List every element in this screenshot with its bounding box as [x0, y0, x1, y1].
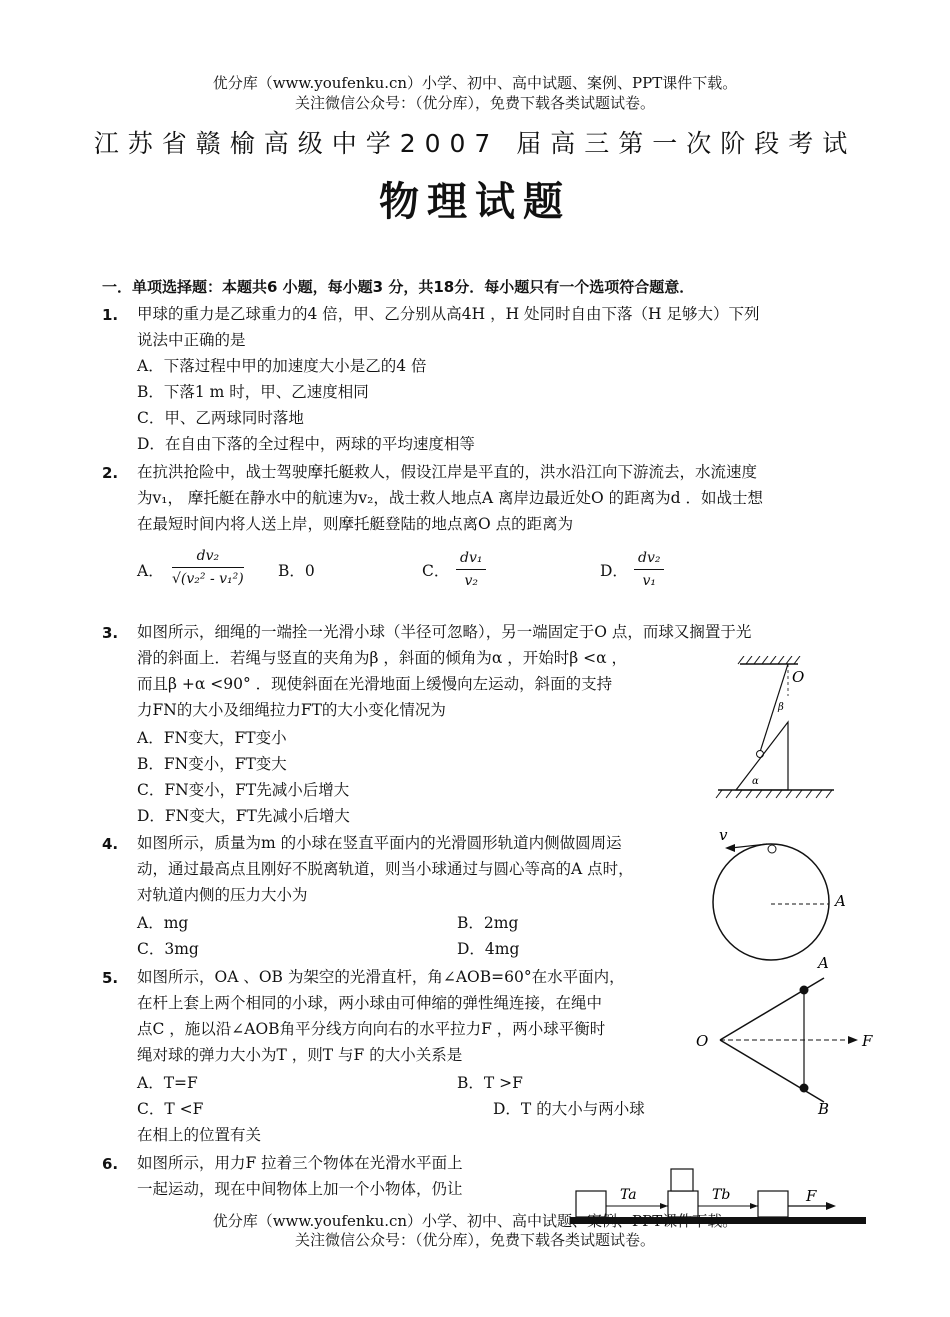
q3-line-4: 力FN的大小及细绳拉力FT的大小变化情况为: [137, 701, 446, 719]
q3-option-a: A．FN变大，FT变小: [137, 729, 287, 747]
fig4-label-a: A: [835, 892, 846, 910]
q2-option-c-fraction: [456, 550, 486, 589]
q3-line-1: 如图所示，细绳的一端拴一光滑小球（半径可忽略），另一端固定于O 点，而球又搁置于光: [137, 623, 752, 641]
q5-option-a: A．T=F: [137, 1074, 198, 1092]
q2-c-numerator: dv₁: [456, 550, 486, 570]
q2-c-denominator: v₂: [464, 573, 478, 589]
q2-number: 2.: [102, 464, 119, 482]
footer-line-2: 关注微信公众号：（优分库），免费下载各类试题试卷。: [294, 1231, 655, 1249]
q2-a-denominator: √(v₂² - v₁²): [172, 571, 244, 587]
q5-line-1: 如图所示，OA 、OB 为架空的光滑直杆，角∠AOB=60°在水平面内，: [137, 968, 625, 986]
q2-line-3: 在最短时间内将人送上岸，则摩托艇登陆的地点离O 点的距离为: [137, 515, 574, 533]
fig5-label-f: F: [862, 1032, 873, 1050]
fig3-label-o: O: [792, 668, 805, 686]
q1-line-2: 说法中正确的是: [137, 331, 246, 349]
q5-line-4: 绳对球的弹力大小为T ，则T 与F 的大小关系是: [137, 1046, 463, 1064]
q1-number: 1.: [102, 306, 119, 324]
q5-line-2: 在杆上套上两个相同的小球，两小球由可伸缩的弹性绳连接，在绳中: [137, 994, 603, 1012]
q2-option-a: A．: [137, 562, 164, 580]
fig5-label-b: B: [818, 1100, 830, 1118]
q6-line-1: 如图所示，用力F 拉着三个物体在光滑水平面上: [137, 1154, 463, 1172]
q2-a-numerator: dv₂: [172, 548, 244, 568]
fig3-label-beta: β: [778, 702, 784, 713]
q5-number: 5.: [102, 969, 119, 987]
q4-line-2: 动，通过最高点且刚好不脱离轨道，则当小球通过与圆心等高的A 点时，: [137, 860, 634, 878]
q3-option-c: C．FN变小，FT先减小后增大: [137, 781, 350, 799]
fig5-label-o: O: [696, 1032, 709, 1050]
fig3-label-alpha: α: [752, 776, 759, 787]
q1-line-1: 甲球的重力是乙球重力的4 倍，甲、乙分别从高4H ，H 处同时自由下落（H 足够大）下列: [137, 305, 760, 323]
q2-option-d-fraction: [634, 550, 664, 589]
q1-option-b: B．下落1 m 时，甲、乙速度相同: [137, 383, 369, 401]
q3-number: 3.: [102, 624, 119, 642]
q6-line-2: 一起运动，现在中间物体上加一个小物体，仍让: [137, 1180, 463, 1198]
q5-option-c: C．T <F: [137, 1100, 204, 1118]
q2-line-1: 在抗洪抢险中，战士驾驶摩托艇救人，假设江岸是平直的，洪水沿江向下游流去，水流速度: [137, 463, 758, 481]
header-line-2: 关注微信公众号：（优分库），免费下载各类试题试卷。: [294, 94, 655, 112]
fig4-label-v: v: [719, 826, 728, 844]
q2-d-numerator: dv₂: [634, 550, 664, 570]
q4-line-1: 如图所示，质量为m 的小球在竖直平面内的光滑圆形轨道内侧做圆周运: [137, 834, 622, 852]
q4-option-d: D．4mg: [457, 940, 520, 958]
exam-subtitle: 物理试题: [379, 179, 571, 225]
q3-line-3: 而且β +α <90° ．现使斜面在光滑地面上缓慢向左运动，斜面的支持: [137, 675, 613, 693]
q2-d-denominator: v₁: [642, 573, 656, 589]
q4-option-b: B．2mg: [457, 914, 519, 932]
q4-option-a: A．mg: [137, 914, 189, 932]
q1-option-c: C．甲、乙两球同时落地: [137, 409, 304, 427]
q4-option-c: C．3mg: [137, 940, 199, 958]
q2-option-a-fraction: [172, 548, 244, 587]
q3-line-2: 滑的斜面上．若绳与竖直的夹角为β ，斜面的倾角为α ，开始时β <α ，: [137, 649, 628, 667]
section-heading: 一．单项选择题：本题共6 小题，每小题3 分，共18分．每小题只有一个选项符合题意．: [102, 278, 695, 296]
header-line-1: 优分库（www.youfenku.cn）小学、初中、高中试题、案例、PPT课件下载。: [212, 74, 738, 92]
q2-option-d: D．: [600, 562, 628, 580]
fig6-label-tb: Tb: [712, 1187, 731, 1203]
figure-5-rods: [690, 950, 880, 1120]
fig6-label-f: F: [806, 1187, 817, 1205]
q5-option-d: D．T 的大小与两小球: [493, 1100, 645, 1118]
footer-line-1: 优分库（www.youfenku.cn）小学、初中、高中试题、案例、PPT课件下载。: [212, 1212, 738, 1230]
fig5-label-a: A: [818, 954, 829, 972]
q3-option-b: B．FN变小，FT变大: [137, 755, 287, 773]
q3-option-d: D．FN变大，FT先减小后增大: [137, 807, 350, 825]
q2-option-c: C．: [422, 562, 450, 580]
q5-option-b: B．T >F: [457, 1074, 523, 1092]
q2-line-2: 为v₁， 摩托艇在静水中的航速为v₂，战士救人地点A 离岸边最近处O 的距离为d ．如战士想: [137, 489, 763, 507]
q1-option-a: A．下落过程中甲的加速度大小是乙的4 倍: [137, 357, 427, 375]
q5-option-d-continued: 在相上的位置有关: [137, 1126, 262, 1144]
q4-number: 4.: [102, 835, 119, 853]
exam-title: 江苏省赣榆高级中学2007 届高三第一次阶段考试: [93, 129, 857, 158]
fig6-label-ta: Ta: [620, 1187, 637, 1203]
figure-3-incline: [710, 656, 840, 806]
q1-option-d: D．在自由下落的全过程中，两球的平均速度相等: [137, 435, 475, 453]
q4-line-3: 对轨道内侧的压力大小为: [137, 886, 308, 904]
q5-line-3: 点C ，施以沿∠AOB角平分线方向向右的水平拉力F ，两小球平衡时: [137, 1020, 606, 1038]
q2-option-b: B．0: [278, 562, 315, 580]
q6-number: 6.: [102, 1155, 119, 1173]
